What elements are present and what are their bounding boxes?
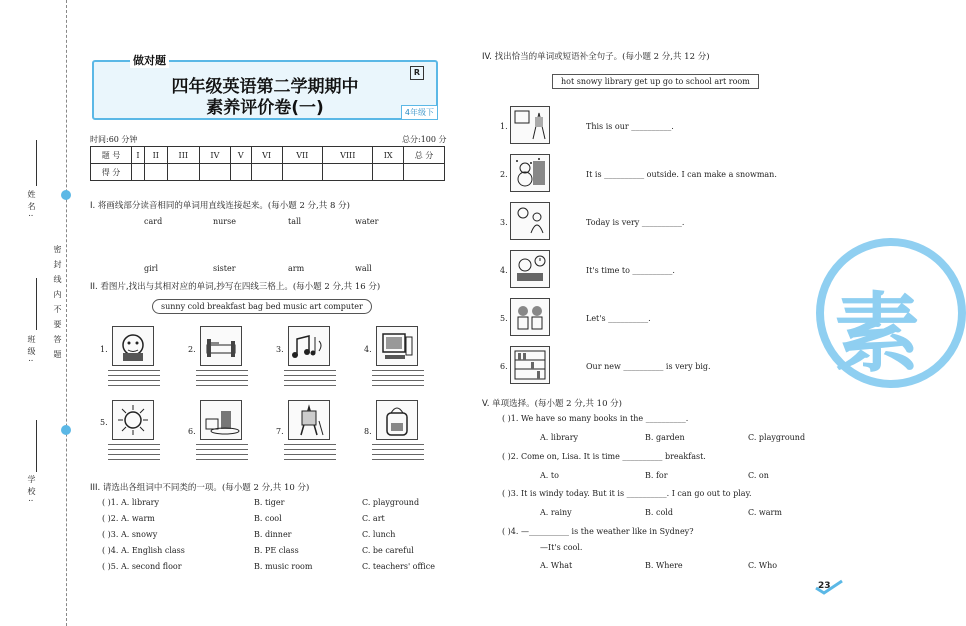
word-top-4[interactable]: water: [355, 217, 379, 226]
answer-line: —It's cool.: [540, 543, 583, 552]
item-number: 4.: [364, 345, 372, 354]
sentence[interactable]: Let's __________.: [586, 314, 651, 323]
table-cell: VIII: [323, 147, 373, 164]
writing-lines[interactable]: [108, 370, 160, 390]
go-to-school-picture: [510, 298, 550, 336]
item-number: 4.: [500, 266, 508, 275]
section-4-heading: IV. 找出恰当的单词或短语补全句子。: [482, 52, 623, 62]
art-room-picture: [510, 106, 550, 144]
watermark-seal: [816, 238, 966, 388]
question[interactable]: ( )2. Come on, Lisa. It is time __________ breakfast.: [502, 452, 706, 461]
word-bottom-4[interactable]: wall: [355, 264, 372, 273]
option-b[interactable]: B. tiger: [254, 498, 285, 507]
title-box: [92, 60, 438, 120]
writing-lines[interactable]: [284, 444, 336, 464]
section-2-note: (每小题 2 分,共 16 分): [292, 282, 381, 292]
bag-picture: [376, 400, 418, 440]
sun-picture: [112, 400, 154, 440]
score-cell[interactable]: [404, 164, 445, 181]
seal-circle-icon: [61, 190, 71, 200]
table-cell: VII: [282, 147, 323, 164]
section-5-note: (每小题 2 分,共 10 分): [534, 399, 622, 409]
bed-picture: [200, 326, 242, 366]
class-label: 班级:: [27, 335, 36, 366]
item-number: 6.: [188, 427, 196, 436]
option-c[interactable]: C. playground: [748, 433, 806, 442]
computer-picture: [376, 326, 418, 366]
section-2-word-bank: sunny cold breakfast bag bed music art computer: [152, 299, 372, 314]
sentence[interactable]: It's time to __________.: [586, 266, 675, 275]
hot-picture: [510, 202, 550, 240]
section-4-note: (每小题 2 分,共 12 分): [622, 52, 710, 62]
option-c[interactable]: C. warm: [748, 508, 782, 517]
option-c[interactable]: C. teachers' office: [362, 562, 435, 571]
r-badge: R: [410, 66, 424, 80]
table-cell: V: [230, 147, 251, 164]
boy-cold-picture: [112, 326, 154, 366]
score-cell[interactable]: [251, 164, 282, 181]
option-b[interactable]: B. PE class: [254, 546, 299, 555]
item-number: 3.: [500, 218, 508, 227]
page-subtitle: 素养评价卷(一): [206, 98, 324, 118]
question[interactable]: ( )1. We have so many books in the __________.: [502, 414, 689, 423]
option-b[interactable]: B. Where: [645, 561, 683, 570]
item-number: 1.: [100, 345, 108, 354]
word-bottom-3[interactable]: arm: [288, 264, 305, 273]
sentence[interactable]: Today is very __________.: [586, 218, 685, 227]
section-1-note: (每小题 2 分,共 8 分): [267, 201, 350, 211]
option-b[interactable]: B. garden: [645, 433, 685, 442]
item-number: 2.: [500, 170, 508, 179]
question[interactable]: ( )4. —__________ is the weather like in Sydney?: [502, 527, 694, 536]
writing-lines[interactable]: [284, 370, 336, 390]
question[interactable]: ( )1. A. library: [102, 498, 159, 507]
time-label: 时间:60 分钟: [90, 135, 138, 144]
score-cell[interactable]: [373, 164, 404, 181]
sentence[interactable]: It is __________ outside. I can make a snowman.: [586, 170, 777, 179]
item-number: 2.: [188, 345, 196, 354]
item-number: 5.: [500, 314, 508, 323]
option-c[interactable]: C. playground: [362, 498, 420, 507]
score-cell[interactable]: [167, 164, 199, 181]
option-c[interactable]: C. lunch: [362, 530, 396, 539]
score-cell[interactable]: [144, 164, 167, 181]
section-3-heading: III. 请选出各组词中不同类的一项。: [90, 483, 222, 493]
table-cell: VI: [251, 147, 282, 164]
item-number: 1.: [500, 122, 508, 131]
school-field[interactable]: [36, 420, 37, 472]
name-label: 姓名:: [27, 190, 36, 221]
score-cell[interactable]: [323, 164, 373, 181]
sentence[interactable]: This is our __________.: [586, 122, 674, 131]
option-a[interactable]: A. library: [540, 433, 579, 442]
section-5-title: [482, 397, 622, 409]
name-field[interactable]: [36, 140, 37, 186]
item-number: 3.: [276, 345, 284, 354]
writing-lines[interactable]: [108, 444, 160, 464]
table-cell: IX: [373, 147, 404, 164]
item-number: 7.: [276, 427, 284, 436]
option-b[interactable]: B. cold: [645, 508, 673, 517]
option-c[interactable]: C. on: [748, 471, 769, 480]
class-field[interactable]: [36, 278, 37, 330]
seal-circle-icon: [61, 425, 71, 435]
question[interactable]: ( )4. A. English class: [102, 546, 185, 555]
option-c[interactable]: C. Who: [748, 561, 778, 570]
section-2-title: [90, 280, 380, 292]
table-row: [91, 147, 445, 164]
total-label: 总分:100 分: [402, 135, 447, 144]
word-top-3[interactable]: tall: [288, 217, 302, 226]
section-2-heading: II. 看图片,找出与其相对应的单词,抄写在四线三格上。: [90, 282, 293, 292]
score-cell[interactable]: [200, 164, 231, 181]
binding-dotted-line: [66, 0, 67, 626]
item-number: 8.: [364, 427, 372, 436]
score-cell[interactable]: [132, 164, 145, 181]
table-cell: 总 分: [404, 147, 445, 164]
word-bottom-2[interactable]: sister: [213, 264, 236, 273]
question[interactable]: ( )3. A. snowy: [102, 530, 158, 539]
section-1-title: [90, 199, 350, 211]
word-top-1[interactable]: card: [144, 217, 163, 226]
question[interactable]: ( )2. A. warm: [102, 514, 155, 523]
section-1-heading: I. 将画线部分读音相同的单词用直线连接起来。: [90, 201, 268, 211]
writing-lines[interactable]: [372, 370, 424, 390]
section-4-title: [482, 50, 710, 62]
table-cell: I: [132, 147, 145, 164]
snowy-picture: [510, 154, 550, 192]
page-number: 23: [818, 581, 831, 591]
option-c[interactable]: C. art: [362, 514, 385, 523]
table-cell: 题 号: [91, 147, 132, 164]
table-cell: III: [167, 147, 199, 164]
get-up-picture: [510, 250, 550, 288]
option-c[interactable]: C. be careful: [362, 546, 414, 555]
page-title: 四年级英语第二学期期中: [171, 77, 359, 97]
school-label: 学校:: [27, 475, 36, 506]
grade-tag: 4年级下: [401, 105, 438, 120]
score-cell[interactable]: [282, 164, 323, 181]
option-a[interactable]: A. to: [540, 471, 559, 480]
option-b[interactable]: B. dinner: [254, 530, 292, 539]
writing-lines[interactable]: [196, 370, 248, 390]
writing-lines[interactable]: [196, 444, 248, 464]
section-5-heading: V. 单项选择。: [482, 399, 535, 409]
section-3-title: [90, 481, 309, 493]
watermark-char: 素: [834, 284, 920, 384]
item-number: 5.: [100, 418, 108, 427]
section-4-word-bank: hot snowy library get up go to school art room: [552, 74, 759, 89]
brand-logo: 做对题: [130, 52, 169, 68]
library-picture: [510, 346, 550, 384]
item-number: 6.: [500, 362, 508, 371]
word-top-2[interactable]: nurse: [213, 217, 236, 226]
question[interactable]: ( )5. A. second floor: [102, 562, 182, 571]
table-cell: 得 分: [91, 164, 132, 181]
option-b[interactable]: B. music room: [254, 562, 313, 571]
table-row: [91, 164, 445, 181]
art-picture: [288, 400, 330, 440]
seal-text: 密封线内不要答题: [53, 245, 62, 365]
word-bottom-1[interactable]: girl: [144, 264, 159, 273]
section-3-note: (每小题 2 分,共 10 分): [221, 483, 310, 493]
option-a[interactable]: A. rainy: [540, 508, 572, 517]
breakfast-picture: [200, 400, 242, 440]
sentence[interactable]: Our new __________ is very big.: [586, 362, 711, 371]
option-b[interactable]: B. for: [645, 471, 668, 480]
score-cell[interactable]: [230, 164, 251, 181]
option-a[interactable]: A. What: [540, 561, 573, 570]
score-table: [90, 146, 445, 181]
option-b[interactable]: B. cool: [254, 514, 282, 523]
table-cell: II: [144, 147, 167, 164]
music-picture: [288, 326, 330, 366]
question[interactable]: ( )3. It is windy today. But it is __________. I can go out to play.: [502, 489, 752, 498]
writing-lines[interactable]: [372, 444, 424, 464]
table-cell: IV: [200, 147, 231, 164]
